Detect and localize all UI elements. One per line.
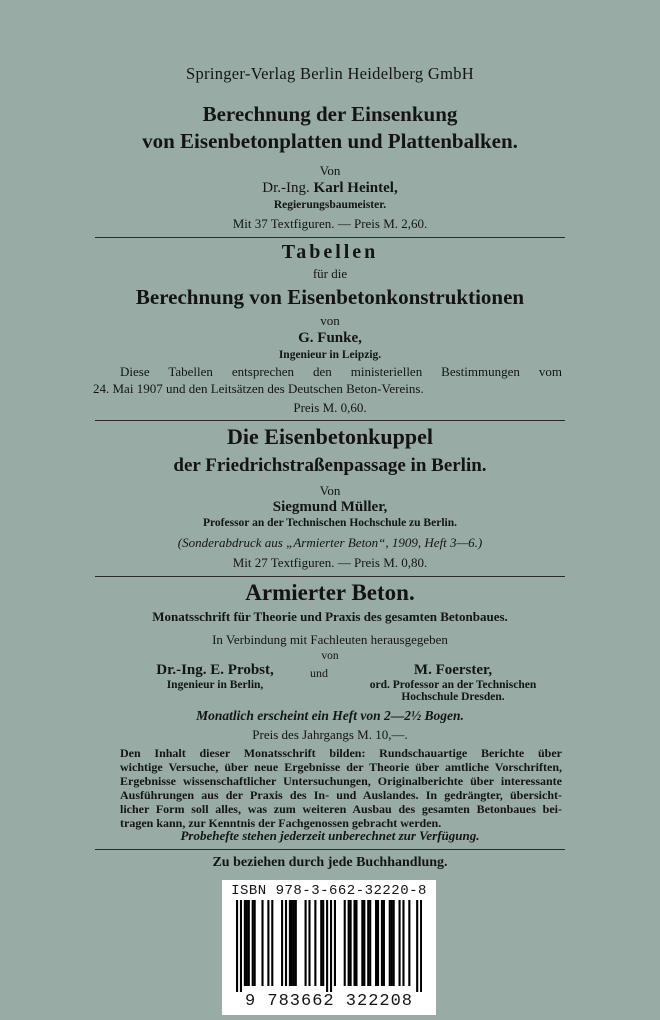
- barcode-bar: [261, 900, 263, 986]
- book1-author-title: Regierungsbaumeister.: [273, 199, 387, 211]
- barcode-bar: [393, 900, 395, 986]
- content-line4: Ausführungen aus der Praxis des In- und Auslandes. In gedrängter, übersicht-: [120, 788, 562, 802]
- divider-4: [95, 849, 565, 850]
- barcode-bar: [344, 900, 346, 986]
- book2-author-title: Ingenieur in Leipzig.: [278, 349, 382, 361]
- barcode-bar: [267, 900, 269, 986]
- barcode-bar: [375, 900, 377, 986]
- divider-1: [95, 237, 565, 238]
- barcode-bar: [285, 900, 287, 986]
- barcode-bar: [363, 900, 365, 986]
- barcode-bar: [381, 900, 383, 986]
- barcode-bar: [361, 900, 363, 986]
- editor1-name: Dr.-Ing. E. Probst,: [156, 662, 274, 678]
- barcode-bar: [355, 900, 357, 986]
- book2-description-line2: 24. Mai 1907 und den Leitsätzen des Deutschen Beton-Vereins.: [93, 381, 424, 396]
- book1-author: [0, 180, 660, 197]
- journal-editors: [130, 650, 550, 706]
- journal-price: Preis des Jahrgangs M. 10,—.: [252, 727, 408, 742]
- barcode-bar: [367, 900, 369, 986]
- book2-author-name: G. Funke,: [298, 330, 362, 346]
- barcode-bar: [248, 900, 250, 986]
- book3-reprint-note: (Sonderabdruck aus „Armierter Beton“, 1909, Heft 3—6.): [177, 535, 483, 550]
- journal-frequency: Monatlich erscheint ein Heft von 2—2½ Bogen.: [196, 708, 464, 723]
- book1-details: Mit 37 Textfiguren. — Preis M. 2,60.: [232, 216, 428, 231]
- book3-details: Mit 27 Textfiguren. — Preis M. 0,80.: [232, 555, 428, 570]
- book1-title-line1: Berechnung der Einsenkung: [202, 102, 458, 126]
- barcode-bar: [420, 900, 422, 992]
- barcode-bar: [244, 900, 246, 986]
- isbn-label: ISBN 978-3-662-32220-8: [231, 883, 427, 899]
- book3-title-line2: der Friedrichstraßenpassage in Berlin.: [173, 455, 487, 476]
- barcode-bar: [289, 900, 291, 986]
- barcode-bars: [236, 900, 422, 992]
- barcode-bar: [383, 900, 385, 986]
- content-line6: tragen kann, zur Kenntnis der Fachgenossen gebracht werden.: [120, 816, 442, 830]
- book2-title-spaced: Tabellen: [281, 241, 379, 263]
- barcode-bar: [271, 900, 273, 986]
- editor2-name: M. Foerster,: [413, 662, 493, 678]
- divider-2: [95, 420, 565, 421]
- barcode-bar: [353, 900, 355, 986]
- barcode-bar: [334, 900, 336, 986]
- barcode-bar: [314, 900, 316, 986]
- book3-von: Von: [319, 483, 341, 498]
- barcode-bar: [322, 900, 324, 986]
- barcode-bar: [408, 900, 410, 986]
- editor1-title: Ingenieur in Berlin,: [166, 679, 264, 691]
- publisher-line: Springer-Verlag Berlin Heidelberg GmbH: [186, 64, 474, 83]
- barcode-bar: [305, 900, 307, 986]
- content-line5: licher Form soll alles, was zum weiteren Ausbau des gesamten Betonbaues bei-: [120, 802, 562, 816]
- barcode-digits: 9 783662 322208: [244, 992, 414, 1011]
- book1-title-line2: von Eisenbetonplatten und Plattenbalken.: [142, 129, 518, 153]
- barcode-bar: [308, 900, 310, 986]
- content-line2: wichtige Versuche, über neue Ergebnisse der Theorie über amtliche Vorschriften,: [120, 760, 562, 774]
- barcode-bar: [320, 900, 322, 986]
- barcode-bar: [291, 900, 293, 986]
- book2-description-line1: Diese Tabellen entsprechen den ministeriellen Bestimmungen vom: [120, 364, 562, 379]
- barcode-bar: [236, 900, 238, 992]
- book1-author-name: Karl Heintel,: [313, 180, 398, 196]
- editor2: [338, 662, 568, 703]
- barcode-bar: [246, 900, 248, 986]
- barcode-bar: [399, 900, 401, 986]
- content-line1: Den Inhalt dieser Monatsschrift bilden: Rundschauartige Berichte über: [120, 746, 562, 760]
- journal-editors-intro: In Verbindung mit Fachleuten herausgegeben: [212, 632, 448, 647]
- barcode-bar: [350, 900, 352, 986]
- divider-3: [95, 576, 565, 577]
- book3-author-title: Professor an der Technischen Hochschule zu Berlin.: [203, 517, 457, 529]
- content-line3: Ergebnisse wissenschaftlicher Untersuchungen, Originalberichte über interessante: [120, 774, 562, 788]
- journal-samples-note: Probehefte stehen jederzeit unberechnet zur Verfügung.: [180, 828, 480, 843]
- barcode-bar: [293, 900, 295, 986]
- editor2-title-line2: Hochschule Dresden.: [401, 691, 505, 703]
- book2-price: Preis M. 0,60.: [293, 400, 367, 415]
- barcode-bar: [402, 900, 404, 986]
- barcode-bar: [369, 900, 371, 986]
- barcode-bar: [295, 900, 297, 986]
- barcode-bar: [348, 900, 350, 986]
- isbn-barcode: [222, 880, 436, 1015]
- barcode-bar: [252, 900, 254, 986]
- journal-von: von: [321, 650, 339, 662]
- barcode-bar: [254, 900, 256, 986]
- book1-von: Von: [319, 163, 341, 178]
- footer-note: Zu beziehen durch jede Buchhandlung.: [212, 855, 448, 870]
- barcode-bar: [281, 900, 283, 986]
- editor1: [130, 662, 300, 691]
- barcode-bar: [389, 900, 391, 986]
- journal-content-description: [120, 746, 562, 830]
- book3-title-line1: Die Eisenbetonkuppel: [227, 424, 433, 449]
- barcode-bar: [326, 900, 328, 992]
- book2-von: von: [320, 313, 340, 328]
- barcode-bar: [416, 900, 418, 992]
- editor2-title-line1: ord. Professor an der Technischen: [369, 679, 537, 691]
- journal-subtitle: Monatsschrift für Theorie und Praxis des gesamten Betonbaues.: [152, 609, 508, 624]
- barcode-bar: [391, 900, 393, 986]
- barcode-bar: [330, 900, 332, 992]
- book3-author-name: Siegmund Müller,: [272, 499, 388, 515]
- book1-author-prefix: Dr.-Ing.: [262, 180, 310, 196]
- editors-und: und: [310, 666, 328, 680]
- book2-fuer-die: für die: [312, 266, 348, 281]
- barcode-bar: [377, 900, 379, 986]
- journal-title: Armierter Beton.: [245, 580, 415, 605]
- book2-title-main: Berechnung von Eisenbetonkonstruktionen: [135, 285, 525, 309]
- barcode-bar: [240, 900, 242, 992]
